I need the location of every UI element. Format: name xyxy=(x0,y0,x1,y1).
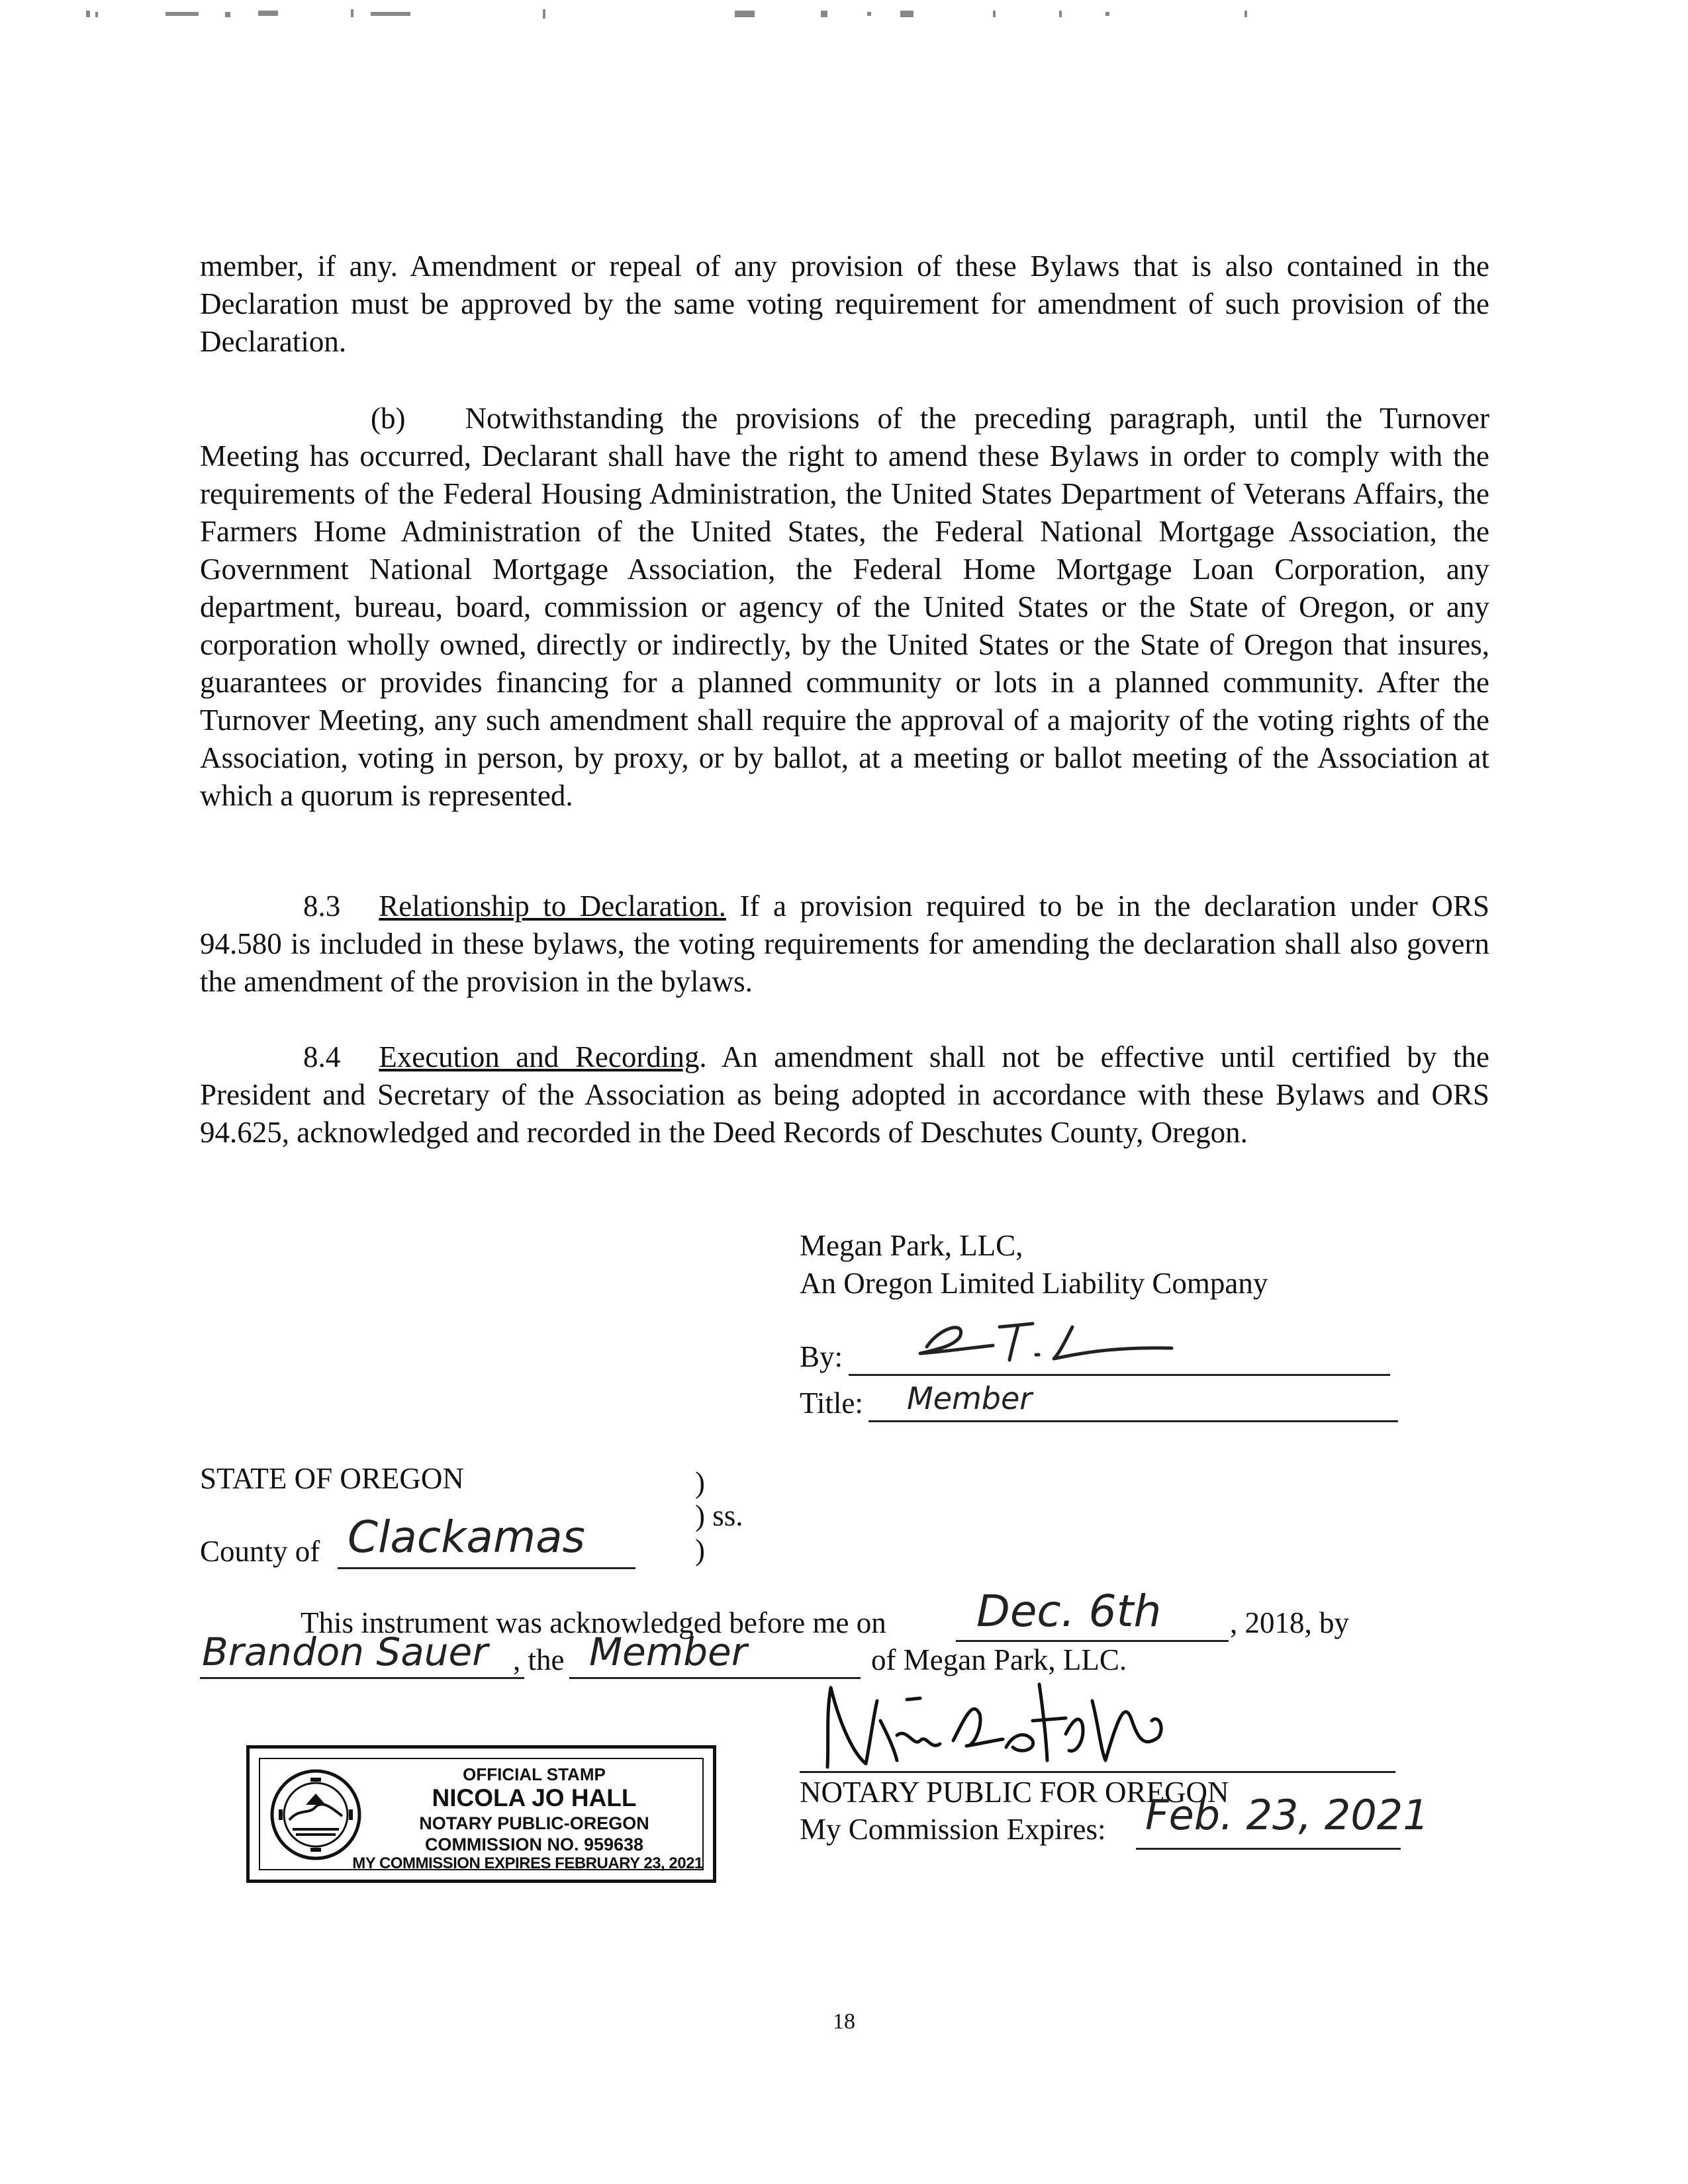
section-8-3 xyxy=(200,887,1489,1001)
officer-title-handwritten: Member xyxy=(907,1381,1033,1416)
section-8-4 xyxy=(200,1038,1489,1152)
page-number: 18 xyxy=(833,2009,855,2034)
section-8-3-number: 8.3 xyxy=(303,889,341,923)
commission-line xyxy=(1136,1848,1401,1850)
stamp-commission-number: COMMISSION NO. 959638 xyxy=(424,1835,644,1854)
paragraph-b-declarant-amendment: (b) Notwithstanding the provisions of the preceding paragraph, until the Turnover Meeting has occurred, Declarant shall have the right to amend these Bylaws in order to comply with the requirements of the Federal Housing Administration, the United States Department of Veterans Affairs, the Farmers Home Administration of the United States, the Federal National Mortgage Association, the Government National Mortgage Association, the Federal Home Mortgage Loan Corporation, any department, bureau, board, commission or agency of the United States or the State of Oregon, or any corporation wholly owned, directly or indirectly, by the United States or the State of Oregon that insures, guarantees or provides financing for a planned community or lots in a planned community. After the Turnover Meeting, any such amendment shall require the approval of a majority of the voting rights of the Association, voting in person, by proxy, or by ballot, at a meeting or ballot meeting of the Association at which a quorum is represented. xyxy=(200,402,1489,812)
venue-paren-1: ) xyxy=(695,1466,705,1499)
notary-title: NOTARY PUBLIC FOR OREGON xyxy=(800,1776,1229,1809)
section-8-3-text: If a provision required to be in the declaration under ORS 94.580 is included in these bylaws, the voting requirements for amending the declaration shall also govern the amendment of the provision in the bylaws. xyxy=(200,889,1489,998)
by-signature-line xyxy=(849,1374,1390,1376)
company-type: An Oregon Limited Liability Company xyxy=(800,1267,1268,1300)
stamp-notary-public: NOTARY PUBLIC-OREGON xyxy=(419,1813,649,1833)
section-8-4-text: . An amendment shall not be effective until certified by the President and Secretary of the Association as being adopted in accordance with these Bylaws and ORS 94.625, acknowledged and recorded in the Deed Records of Deschutes County, Oregon. xyxy=(200,1040,1489,1149)
ack-year: , 2018, by xyxy=(1230,1606,1349,1639)
stamp-title: OFFICIAL STAMP xyxy=(463,1764,606,1784)
county-handwritten: Clackamas xyxy=(348,1512,585,1563)
county-line xyxy=(338,1567,635,1569)
notary-signature-line xyxy=(800,1771,1395,1773)
by-label: By: xyxy=(800,1340,843,1373)
venue-state: STATE OF OREGON xyxy=(200,1462,464,1495)
stamp-expiration: MY COMMISSION EXPIRES FEBRUARY 23, 2021 xyxy=(352,1854,703,1872)
ack-of-company: of Megan Park, LLC. xyxy=(871,1643,1127,1676)
commission-label: My Commission Expires: xyxy=(800,1813,1106,1846)
ack-prefix: This instrument was acknowledged before me on xyxy=(301,1606,886,1639)
section-8-4-heading: Execution and Recording xyxy=(379,1040,700,1073)
venue-paren-3: ) xyxy=(695,1533,705,1567)
company-name: Megan Park, LLC, xyxy=(800,1229,1023,1262)
paragraph-amendment-repeal: member, if any. Amendment or repeal of any provision of these Bylaws that is also contained in the Declaration must be approved by the same voting requirement for amendment of such provision of the Declaration. xyxy=(200,250,1489,358)
ack-name-handwritten: Brandon Sauer xyxy=(202,1629,489,1674)
ack-role-handwritten: Member xyxy=(589,1629,747,1674)
commission-handwritten: Feb. 23, 2021 xyxy=(1145,1791,1429,1839)
ack-the: , the xyxy=(513,1643,565,1676)
title-line xyxy=(868,1420,1398,1422)
county-label: County of xyxy=(200,1535,320,1568)
officer-signature xyxy=(900,1307,1192,1373)
stamp-notary-name: NICOLA JO HALL xyxy=(432,1784,637,1811)
ack-name-line xyxy=(200,1677,524,1679)
official-stamp xyxy=(246,1745,716,1883)
title-label: Title: xyxy=(800,1387,863,1420)
section-8-3-heading: Relationship to Declaration. xyxy=(379,889,726,923)
notary-signature xyxy=(814,1674,1225,1774)
oregon-state-seal-icon xyxy=(269,1768,362,1861)
venue-paren-ss: ) ss. xyxy=(695,1499,743,1532)
ack-date-handwritten: Dec. 6th xyxy=(976,1586,1162,1637)
section-8-4-number: 8.4 xyxy=(303,1040,341,1073)
scan-noise xyxy=(86,7,1278,20)
